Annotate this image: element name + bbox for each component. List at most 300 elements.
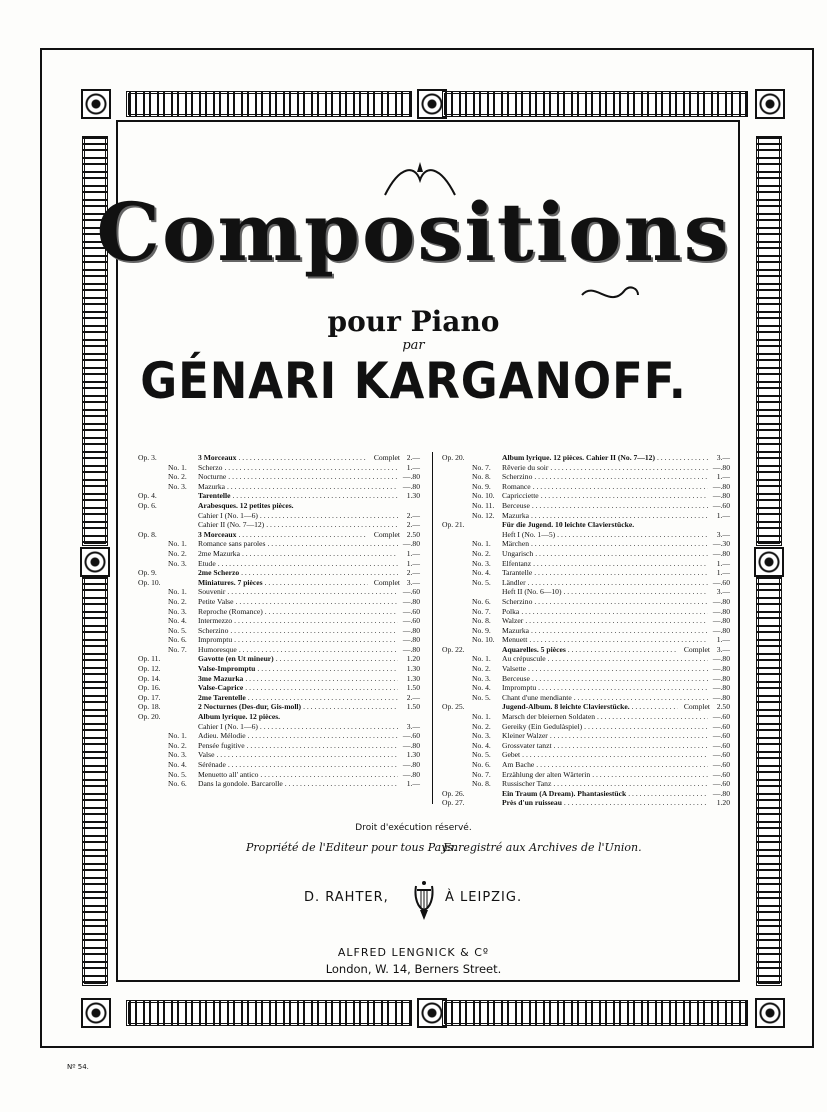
leader-dots <box>557 530 708 540</box>
catalog-entry <box>442 472 730 482</box>
publisher-name: D. RAHTER, <box>304 890 389 905</box>
item-number: No. 1. <box>168 587 187 597</box>
opus-number <box>442 683 472 693</box>
opus-number <box>442 472 472 482</box>
work-title: Sérénade <box>198 760 226 769</box>
work-title: Ländler <box>502 577 526 587</box>
leader-dots <box>276 654 398 664</box>
item-number: No. 5. <box>168 769 187 779</box>
complete-label: Complet <box>683 702 710 712</box>
item-number: No. 5. <box>472 577 491 587</box>
price: 3.— <box>716 529 730 539</box>
corner-ornament-icon <box>755 89 785 119</box>
catalog-entry <box>138 779 420 789</box>
price: —.80 <box>402 760 420 769</box>
plate-number: Nº 54. <box>67 1063 89 1071</box>
work-title: Valsette <box>502 664 527 674</box>
catalog-entry <box>442 789 730 799</box>
item-number <box>168 568 198 578</box>
item-number: No. 10. <box>472 491 495 501</box>
item-number: No. 6. <box>472 596 491 606</box>
item-number: No. 2. <box>168 740 187 750</box>
leader-dots <box>548 654 708 664</box>
right-border-band <box>756 576 782 986</box>
item-number <box>472 453 502 463</box>
leader-dots <box>563 587 708 597</box>
catalog-entry <box>442 607 730 617</box>
catalog-entry <box>442 539 730 549</box>
work-title: Ein Traum (A Dream). Phantasiestück <box>502 788 627 798</box>
leader-dots <box>218 559 398 569</box>
leader-dots <box>238 453 367 463</box>
leader-dots <box>227 482 398 492</box>
leader-dots <box>238 530 367 540</box>
work-title: Cahier I (No. 1—6) <box>198 721 258 731</box>
work-title: Polka <box>502 606 520 616</box>
work-title: Tarentelle <box>198 491 231 501</box>
subtitle: pour Piano <box>327 305 500 338</box>
work-title: Scherzo <box>198 462 223 472</box>
leader-dots <box>260 511 398 521</box>
leader-dots <box>242 549 398 559</box>
leader-dots <box>532 501 708 511</box>
catalog-entry <box>138 549 420 559</box>
opus-number: Op. 14. <box>138 673 161 683</box>
catalog-entry <box>138 664 420 674</box>
opus-number <box>442 482 472 492</box>
corner-ornament-icon <box>755 998 785 1028</box>
catalog-entry <box>442 568 730 578</box>
leader-dots <box>224 463 398 473</box>
work-title: Miniatures. 7 pièces <box>198 577 263 587</box>
opus-number: Op. 22. <box>442 644 465 654</box>
catalog-entry <box>138 482 420 492</box>
price: —.80 <box>712 673 730 683</box>
catalog-entry <box>442 530 730 540</box>
price: —.60 <box>402 616 420 626</box>
item-number: No. 3. <box>168 750 187 760</box>
rights-notice: Droit d'exécution réservé. <box>355 823 472 833</box>
catalog-entry <box>442 453 730 463</box>
price: 2.— <box>406 568 420 578</box>
catalog-entry <box>442 626 730 636</box>
catalog-entry <box>138 741 420 751</box>
work-title: Album lyrique. 12 pièces. Cahier II (No. 7—12) <box>502 453 655 462</box>
work-title: Chant d'une mendiante <box>502 692 572 702</box>
catalog-entry <box>442 674 730 684</box>
work-title: 2 Nocturnes (Des-dur, Gis-moll) <box>198 702 302 712</box>
price: —.80 <box>712 625 730 635</box>
item-number <box>168 530 198 540</box>
leader-dots <box>525 616 708 626</box>
price: 1.30 <box>406 664 420 674</box>
opus-number: Op. 25. <box>442 702 465 712</box>
price: —.80 <box>402 635 420 645</box>
catalog-entry <box>442 760 730 770</box>
opus-number: Op. 12. <box>138 664 161 674</box>
opus-number <box>442 674 472 684</box>
item-number: No. 4. <box>472 740 491 750</box>
opus-number <box>442 616 472 626</box>
item-number: No. 1. <box>472 654 491 664</box>
opus-number <box>138 587 168 597</box>
catalog-entry <box>442 482 730 492</box>
item-number <box>168 453 198 463</box>
item-number <box>472 798 502 808</box>
leader-dots <box>303 702 398 712</box>
opus-number <box>442 559 472 569</box>
leader-dots <box>534 597 708 607</box>
opus-number <box>442 770 472 780</box>
item-number: No. 2. <box>472 548 491 558</box>
catalog-entry <box>138 616 420 626</box>
leader-dots <box>236 597 398 607</box>
opus-number: Op. 10. <box>138 577 161 587</box>
opus-number <box>442 463 472 473</box>
agent-name: ALFRED LENGNICK & Cº <box>337 946 490 959</box>
work-title: Au crépuscule <box>502 654 546 664</box>
complete-label: Complet <box>373 453 400 462</box>
catalog-entry <box>442 702 730 712</box>
work-title: Rêverie du soir <box>502 462 549 472</box>
work-title: Pensée fugitive <box>198 740 245 750</box>
opus-number <box>442 722 472 732</box>
work-title: 2me Mazurka <box>198 548 240 558</box>
price: 2.— <box>406 453 420 462</box>
item-number: No. 3. <box>168 606 187 616</box>
item-number <box>168 501 198 511</box>
opus-number <box>442 693 472 703</box>
work-title: Tarantelle <box>502 568 533 578</box>
work-title: Russischer Tanz <box>502 779 552 789</box>
work-title: Kleiner Walzer <box>502 731 548 741</box>
opus-number <box>442 549 472 559</box>
opus-number: Op. 6. <box>138 500 157 510</box>
item-number <box>168 520 198 530</box>
work-title: Cahier II (No. 7—12) <box>198 520 265 530</box>
price: —.80 <box>712 606 730 616</box>
item-number <box>472 789 502 799</box>
item-number <box>168 578 198 588</box>
catalog-entry <box>138 760 420 770</box>
catalog-entry <box>442 501 730 511</box>
work-title: Gereiky (Ein Gedulàspiel) <box>502 721 583 731</box>
leader-dots <box>239 645 398 655</box>
work-title: Mazurka <box>198 481 225 491</box>
bottom-border-band <box>126 1000 412 1026</box>
work-title: Impromptu <box>502 683 537 693</box>
leader-dots <box>260 722 398 732</box>
opus-number <box>442 750 472 760</box>
catalog-entry <box>138 770 420 780</box>
item-number: No. 1. <box>472 712 491 722</box>
price: 1.— <box>716 510 730 520</box>
price: —.80 <box>402 472 420 482</box>
leader-dots <box>285 779 398 789</box>
item-number: No. 5. <box>168 625 187 635</box>
complete-label: Complet <box>373 577 400 587</box>
opus-number <box>138 645 168 655</box>
catalog-entry <box>442 693 730 703</box>
catalog-entry <box>138 530 420 540</box>
catalog-entry <box>138 491 420 501</box>
work-title: Humoresque <box>198 644 237 654</box>
price: —.60 <box>712 731 730 741</box>
work-title: Für die Jugend. 10 leichte Clavierstücke. <box>502 520 635 530</box>
catalog-entry <box>442 645 730 655</box>
item-number: No. 5. <box>472 692 491 702</box>
item-number <box>472 702 502 712</box>
item-number: No. 1. <box>168 539 187 549</box>
leader-dots <box>248 731 398 741</box>
opus-number <box>442 635 472 645</box>
leader-dots <box>531 511 708 521</box>
leader-dots <box>628 789 708 799</box>
leader-dots <box>522 750 708 760</box>
leader-dots <box>538 683 708 693</box>
item-number <box>472 587 502 597</box>
price <box>400 712 420 722</box>
catalog-entry <box>138 635 420 645</box>
opus-number <box>442 712 472 722</box>
opus-number <box>442 568 472 578</box>
price: —.80 <box>402 481 420 491</box>
catalog-entry <box>138 750 420 760</box>
catalog-entry <box>138 683 420 693</box>
price: 1.— <box>406 558 420 568</box>
price: 1.50 <box>406 702 420 712</box>
opus-number <box>138 559 168 569</box>
price: —.80 <box>712 616 730 626</box>
item-number <box>472 520 502 530</box>
price <box>710 520 730 530</box>
price: 2.50 <box>406 529 420 539</box>
opus-number <box>442 731 472 741</box>
work-title: 3 Morceaux <box>198 453 237 462</box>
item-number: No. 2. <box>168 596 187 606</box>
leader-dots <box>528 664 708 674</box>
opus-number <box>138 770 168 780</box>
leader-dots <box>228 760 398 770</box>
item-number: No. 2. <box>472 721 491 731</box>
catalog-entry <box>138 597 420 607</box>
item-number: No. 1. <box>472 539 491 549</box>
price: —.60 <box>402 587 420 597</box>
opus-number: Op. 4. <box>138 491 157 501</box>
work-title: Cahier I (No. 1—6) <box>198 510 258 520</box>
catalog-entry <box>138 453 420 463</box>
opus-number <box>442 607 472 617</box>
work-title: Gebet <box>502 750 521 760</box>
item-number: No. 3. <box>168 481 187 491</box>
price: 1.— <box>716 472 730 482</box>
catalog-entry <box>442 664 730 674</box>
work-title: Elfentanz <box>502 558 532 568</box>
opus-number <box>138 616 168 626</box>
leader-dots <box>657 453 708 463</box>
price: —.60 <box>712 740 730 750</box>
work-title: Romance <box>502 481 531 491</box>
opus-number <box>138 472 168 482</box>
catalog-entry <box>138 559 420 569</box>
price: 1.20 <box>716 798 730 808</box>
leader-dots <box>234 616 398 626</box>
opus-number <box>442 511 472 521</box>
work-title: Romance sans paroles <box>198 539 266 549</box>
work-title: Menuett <box>502 635 528 645</box>
work-title: 2me Scherzo <box>198 568 240 578</box>
opus-number <box>138 635 168 645</box>
work-title: Berceuse <box>502 673 530 683</box>
catalog-entry <box>138 674 420 684</box>
page-title: Compositions <box>96 185 731 279</box>
opus-number: Op. 21. <box>442 520 465 530</box>
catalog-entry <box>442 578 730 588</box>
price: 1.20 <box>406 654 420 664</box>
price: —.60 <box>712 779 730 789</box>
item-number: No. 8. <box>472 779 491 789</box>
leader-dots <box>532 674 708 684</box>
opus-number <box>138 511 168 521</box>
lyre-icon <box>412 880 436 924</box>
leader-dots <box>541 491 708 501</box>
price: —.80 <box>712 788 730 798</box>
opus-number <box>442 578 472 588</box>
opus-number <box>138 520 168 530</box>
price: 1.— <box>406 548 420 558</box>
catalog-entry <box>138 731 420 741</box>
catalog-entry <box>138 693 420 703</box>
price: —.80 <box>712 692 730 702</box>
catalog-entry <box>138 472 420 482</box>
work-title: Etude <box>198 558 216 568</box>
catalog-entry <box>138 654 420 664</box>
column-divider <box>432 452 433 804</box>
price: 1.30 <box>406 750 420 760</box>
item-number: No. 3. <box>168 558 187 568</box>
price: 1.50 <box>406 683 420 693</box>
opus-number <box>138 741 168 751</box>
opus-number <box>138 760 168 770</box>
catalog-entry <box>442 654 730 664</box>
leader-dots <box>531 626 708 636</box>
opus-number <box>442 654 472 664</box>
price: —.80 <box>712 481 730 491</box>
item-number <box>168 702 198 712</box>
leader-dots <box>248 693 398 703</box>
work-title: 3me Mazurka <box>198 673 244 683</box>
price: —.80 <box>712 683 730 693</box>
leader-dots <box>230 626 398 636</box>
work-title: Am Bache <box>502 760 535 769</box>
item-number: No. 7. <box>472 769 491 779</box>
opus-number: Op. 9. <box>138 568 157 578</box>
work-title: Menuetto all' antico <box>198 769 259 779</box>
price: —.60 <box>712 750 730 760</box>
item-number: No. 12. <box>472 510 495 520</box>
item-number: No. 4. <box>168 616 187 626</box>
leader-dots <box>533 559 708 569</box>
opus-number <box>442 587 472 597</box>
property-notice: Propriété de l'Editeur pour tous Pays. <box>246 841 457 854</box>
work-title: Dans la gondole. Barcarolle <box>198 779 283 789</box>
catalog-entry <box>138 645 420 655</box>
leader-dots <box>584 722 708 732</box>
opus-number <box>138 463 168 473</box>
price: 3.— <box>406 721 420 731</box>
work-title: Capricciette <box>502 491 539 501</box>
leader-dots <box>534 472 708 482</box>
item-number: No. 1. <box>168 731 187 741</box>
work-title: Valse-Caprice <box>198 683 244 693</box>
leader-dots <box>553 779 708 789</box>
catalog-entry <box>138 607 420 617</box>
opus-number: Op. 20. <box>138 712 161 722</box>
work-title: Mazurka <box>502 625 529 635</box>
composer-name: GÉNARI KARGANOFF. <box>140 352 687 410</box>
price: —.80 <box>402 769 420 779</box>
catalog-entry <box>442 587 730 597</box>
opus-number <box>442 779 472 789</box>
leader-dots <box>521 607 708 617</box>
leader-dots <box>535 549 708 559</box>
price <box>400 501 420 511</box>
catalog-entry <box>138 511 420 521</box>
leader-dots <box>266 520 398 530</box>
work-title: Scherzino <box>198 625 229 635</box>
catalog-entry <box>138 702 420 712</box>
leader-dots <box>241 568 398 578</box>
leader-dots <box>216 750 398 760</box>
price: 3.— <box>406 577 420 587</box>
item-number <box>472 645 502 655</box>
leader-dots <box>597 712 708 722</box>
price: 1.— <box>406 779 420 789</box>
work-title: Valse <box>198 750 215 760</box>
price: 2.— <box>406 520 420 530</box>
price: —.80 <box>712 664 730 674</box>
leader-dots <box>260 770 398 780</box>
opus-number: Op. 26. <box>442 788 465 798</box>
corner-ornament-icon <box>81 998 111 1028</box>
price: —.80 <box>712 462 730 472</box>
catalog-entry <box>442 520 730 530</box>
work-title: Aquarelles. 5 pièces <box>502 644 566 654</box>
item-number: No. 7. <box>472 606 491 616</box>
item-number: No. 10. <box>472 635 495 645</box>
opus-number <box>138 482 168 492</box>
catalog-entry <box>442 741 730 751</box>
price: —.80 <box>402 644 420 654</box>
leader-dots <box>533 482 708 492</box>
item-number: No. 2. <box>168 472 187 482</box>
leader-dots <box>568 645 678 655</box>
work-title: Märchen <box>502 539 529 549</box>
item-number <box>168 674 198 684</box>
opus-number <box>138 626 168 636</box>
leader-dots <box>574 693 708 703</box>
opus-number <box>442 741 472 751</box>
work-title: Adieu. Mélodie <box>198 731 246 741</box>
opus-number <box>138 549 168 559</box>
work-title: Walzer <box>502 616 524 626</box>
leader-dots <box>564 798 708 808</box>
work-title: Près d'un ruisseau <box>502 798 562 808</box>
price: —.60 <box>712 712 730 722</box>
leader-dots <box>265 578 368 588</box>
leader-dots <box>245 683 398 693</box>
work-title: Berceuse <box>502 500 530 510</box>
